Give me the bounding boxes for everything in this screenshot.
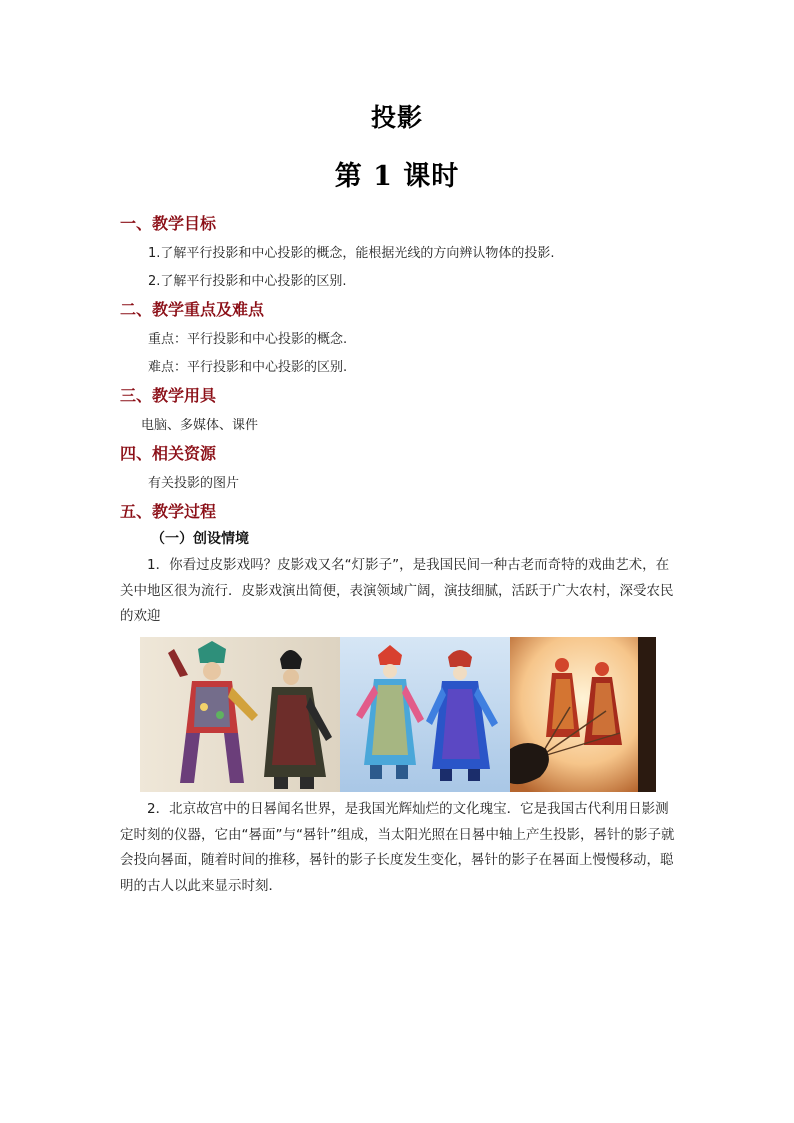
tools-item: 电脑、多媒体、课件 bbox=[141, 418, 259, 433]
difficulty-item: 难点：平行投影和中心投影的区别. bbox=[148, 360, 348, 375]
section-heading-process: 五、教学过程 bbox=[120, 502, 217, 521]
objective-item-2: 2.了解平行投影和中心投影的区别. bbox=[148, 274, 347, 289]
shadow-puppet-photo-2 bbox=[340, 637, 510, 792]
section-heading-resources: 四、相关资源 bbox=[120, 444, 217, 463]
section-heading-key-points: 二、教学重点及难点 bbox=[120, 300, 265, 319]
subsection-heading-scenario: （一）创设情境 bbox=[151, 531, 249, 547]
section-heading-tools: 三、教学用具 bbox=[120, 386, 217, 405]
paragraph-shadow-play: 1．你看过皮影戏吗？皮影戏又名“灯影子”，是我国民间一种古老而奇特的戏曲艺术，在关中地区很为流行．皮影戏演出简便，表演领域广阔，演技细腻，活跃于广大农村，深受农民的欢迎 bbox=[120, 557, 674, 624]
shadow-puppet-photo-3 bbox=[510, 637, 656, 792]
document-subtitle: 第 1 课时 bbox=[334, 161, 460, 192]
objective-item-1: 1.了解平行投影和中心投影的概念，能根据光线的方向辨认物体的投影. bbox=[148, 246, 555, 261]
shadow-puppet-photo-1 bbox=[140, 637, 340, 792]
shadow-puppet-images bbox=[140, 637, 656, 792]
section-heading-objectives: 一、教学目标 bbox=[120, 214, 217, 233]
key-point-item: 重点：平行投影和中心投影的概念. bbox=[148, 332, 348, 347]
resources-item: 有关投影的图片 bbox=[148, 476, 240, 491]
paragraph-sundial: 2．北京故宫中的日晷闻名世界，是我国光辉灿烂的文化瑰宝．它是我国古代利用日影测定时刻的仪器，它由“晷面”与“晷针”组成，当太阳光照在日晷中轴上产生投影，晷针的影子就会投向晷面，随着时间的推移，晷针的影子长度发生变化，晷针的影子在晷面上慢慢移动，聪明的古人以此来显示时刻． bbox=[120, 801, 675, 894]
document-title: 投影 bbox=[370, 103, 423, 132]
